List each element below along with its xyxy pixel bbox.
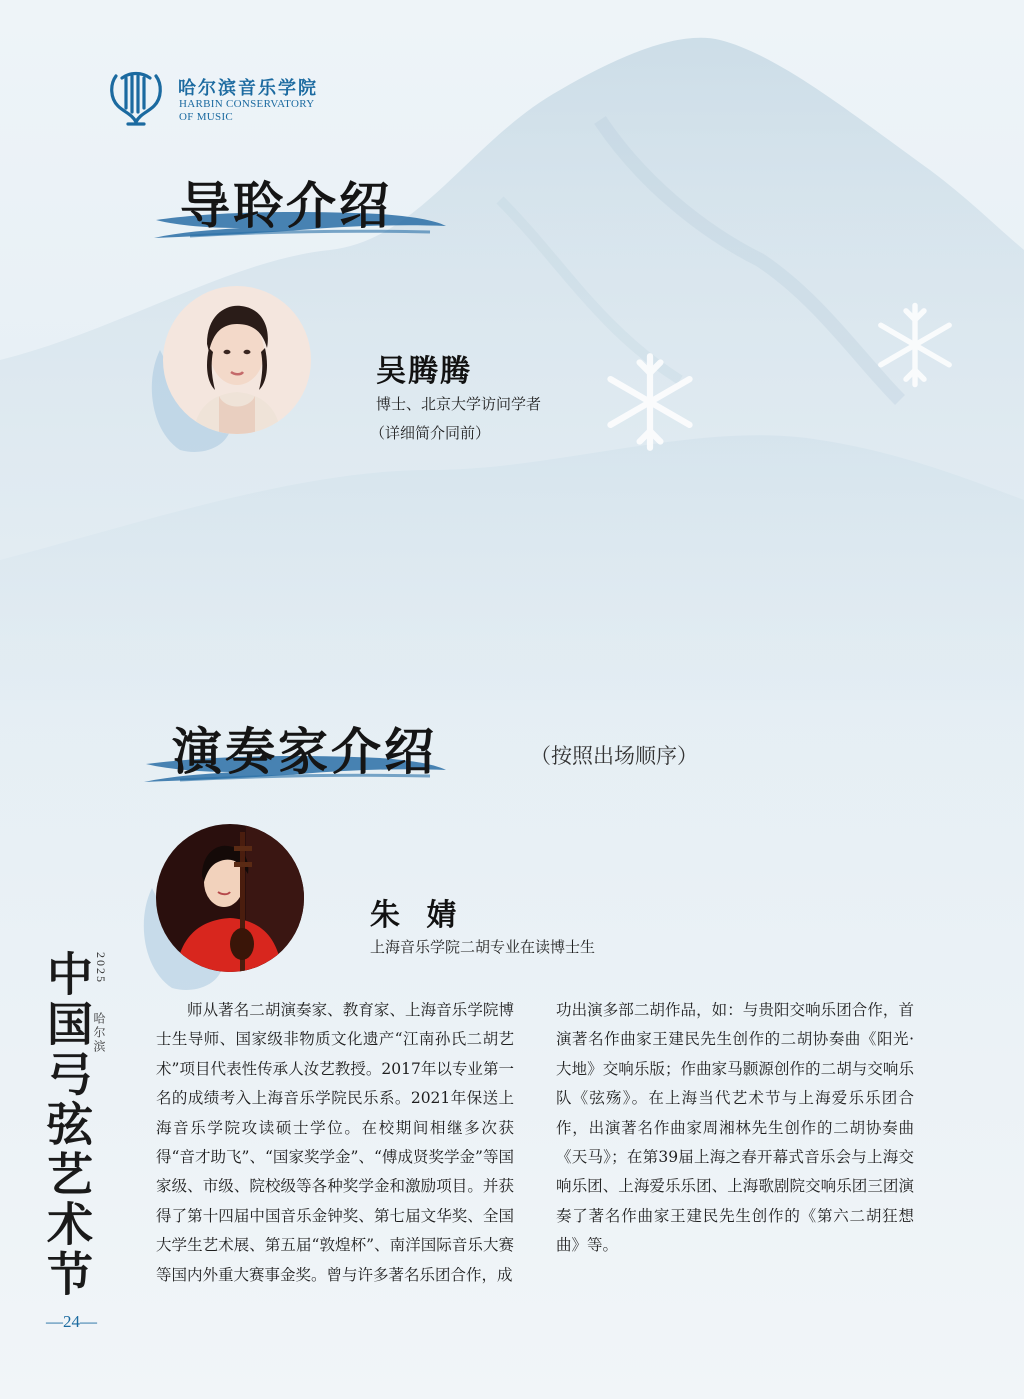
bio-paragraph: 功出演多部二胡作品，如：与贵阳交响乐团合作，首演著名作曲家王建民先生创作的二胡协奏曲《阳光·大地》交响乐版；作曲家马颢源创作的二胡与交响乐队《弦殇》。在上海当代艺术节与上海爱乐乐团合作，出演著名作曲家周湘林先生创作的二胡协奏曲《天马》；在第39届上海之春开幕式音乐会与上海交响乐团、上海爱乐乐团、上海歌剧院交响乐团三团演奏了著名作曲家王建民先生创作的《第六二胡狂想曲》等。 <box>556 1001 914 1255</box>
logo-english-line1: HARBIN CONSERVATORY <box>179 98 315 110</box>
portrait-photo <box>156 824 304 972</box>
person-note: （详细简介同前） <box>370 424 491 442</box>
person-name: 朱 婧 <box>370 898 465 933</box>
festival-year: 2025 <box>94 952 108 984</box>
logo-english-line2: OF MUSIC <box>179 111 234 123</box>
festival-city: 哈尔滨 <box>92 1012 106 1054</box>
bio-column-right <box>556 996 914 1261</box>
page-number: —24— <box>46 1312 97 1331</box>
portrait-zhu-jing <box>156 824 304 972</box>
person-name: 吴腾腾 <box>376 354 472 389</box>
conservatory-logo <box>108 70 348 130</box>
section-heading-guide <box>180 166 392 238</box>
snowflake-icon <box>870 300 960 390</box>
festival-title: 中国弓弦艺术节 <box>40 950 94 1300</box>
lyre-logo-icon <box>108 70 164 128</box>
portrait-photo <box>163 286 311 434</box>
section-title: 演奏家介绍 <box>172 722 437 781</box>
person-title: 上海音乐学院二胡专业在读博士生 <box>370 938 596 956</box>
section-heading-performers <box>172 712 437 784</box>
order-note: （按照出场顺序） <box>530 744 698 768</box>
bio-column-left <box>156 996 514 1290</box>
person-title: 博士、北京大学访问学者 <box>376 395 542 413</box>
section-title: 导聆介绍 <box>180 176 392 235</box>
portrait-wu-tengteng <box>163 286 311 434</box>
snowflake-icon <box>598 350 702 454</box>
logo-chinese-name: 哈尔滨音乐学院 <box>178 78 318 99</box>
bio-paragraph: 师从著名二胡演奏家、教育家、上海音乐学院博士生导师、国家级非物质文化遗产“江南孙氏二胡艺术”项目代表性传承人汝艺教授。2017年以专业第一名的成绩考入上海音乐学院民乐系。2021年保送上海音乐学院攻读硕士学位。在校期间相继多次获得“音才助飞”、“国家奖学金”、“傅成贤奖学金”等国家级、市级、院校级等各种奖学金和激励项目。并获得了第十四届中国音乐金钟奖、第七届文华奖、全国大学生艺术展、第五届“敦煌杯”、南洋国际音乐大赛等国内外重大赛事金奖。曾与许多著名乐团合作，成 <box>156 1001 514 1284</box>
